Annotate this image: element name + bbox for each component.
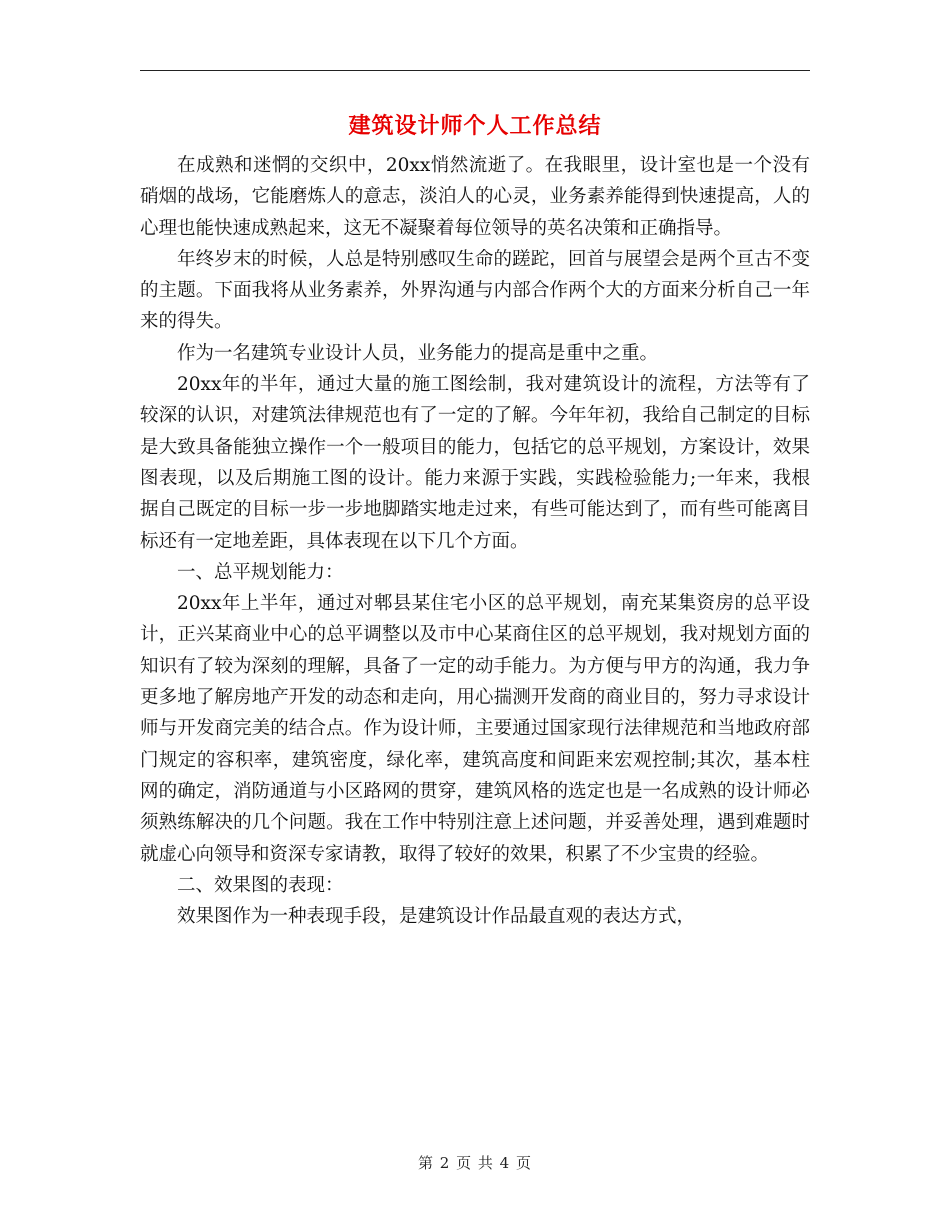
- section-heading-planning: 一、总平规划能力：: [177, 561, 344, 583]
- paragraph-goals: 20xx年的半年，通过大量的施工图绘制，我对建筑设计的流程，方法等有了较深的认识，对建筑法律规范也有了一定的了解。今年年初，我给自己制定的目标是大致具备能独立操作一个一般项目的能力，包括它的总平规划，方案设计，效果图表现，以及后期施工图的设计。能力来源于实践，实践检验能力;一年来，我根据自己既定的目标一步一步地脚踏实地走过来，有些可能达到了，而有些可能离目标还有一定地差距，具体表现在以下几个方面。: [140, 374, 810, 552]
- paragraph-year-end: 年终岁末的时候，人总是特别感叹生命的蹉跎，回首与展望会是两个亘古不变的主题。下面我将从业务素养，外界沟通与内部合作两个大的方面来分析自己一年来的得失。: [140, 248, 810, 333]
- paragraph-planning: 20xx年上半年，通过对郫县某住宅小区的总平规划，南充某集资房的总平设计，正兴某商业中心的总平调整以及市中心某商住区的总平规划，我对规划方面的知识有了较为深刻的理解，具备了一定的动手能力。为方便与甲方的沟通，我力争更多地了解房地产开发的动态和走向，用心揣测开发商的商业目的，努力寻求设计师与开发商完美的结合点。作为设计师，主要通过国家现行法律规范和当地政府部门规定的容积率，建筑密度，绿化率，建筑高度和间距来宏观控制;其次，基本柱网的确定，消防通道与小区路网的贯穿，建筑风格的选定也是一名成熟的设计师必须熟练解决的几个问题。我在工作中特别注意上述问题，并妥善处理，遇到难题时就虚心向领导和资深专家请教，取得了较好的效果，积累了不少宝贵的经验。: [140, 593, 810, 865]
- paragraph-professional: 作为一名建筑专业设计人员，业务能力的提高是重中之重。: [177, 342, 659, 364]
- header-rule: [140, 70, 810, 71]
- document-title: 建筑设计师个人工作总结: [348, 113, 602, 139]
- page-footer: [0, 1152, 950, 1173]
- paragraph-rendering: 效果图作为一种表现手段，是建筑设计作品最直观的表达方式，: [177, 906, 696, 928]
- section-heading-rendering: 二、效果图的表现：: [177, 874, 344, 896]
- paragraph-intro: 在成熟和迷惘的交织中，20xx悄然流逝了。在我眼里，设计室也是一个没有硝烟的战场，它能磨炼人的意志，淡泊人的心灵，业务素养能得到快速提高，人的心理也能快速成熟起来，这无不凝聚着每位领导的英名决策和正确指导。: [140, 155, 810, 239]
- document-body: [140, 150, 810, 932]
- page-number: 第 2 页 共 4 页: [418, 1154, 532, 1172]
